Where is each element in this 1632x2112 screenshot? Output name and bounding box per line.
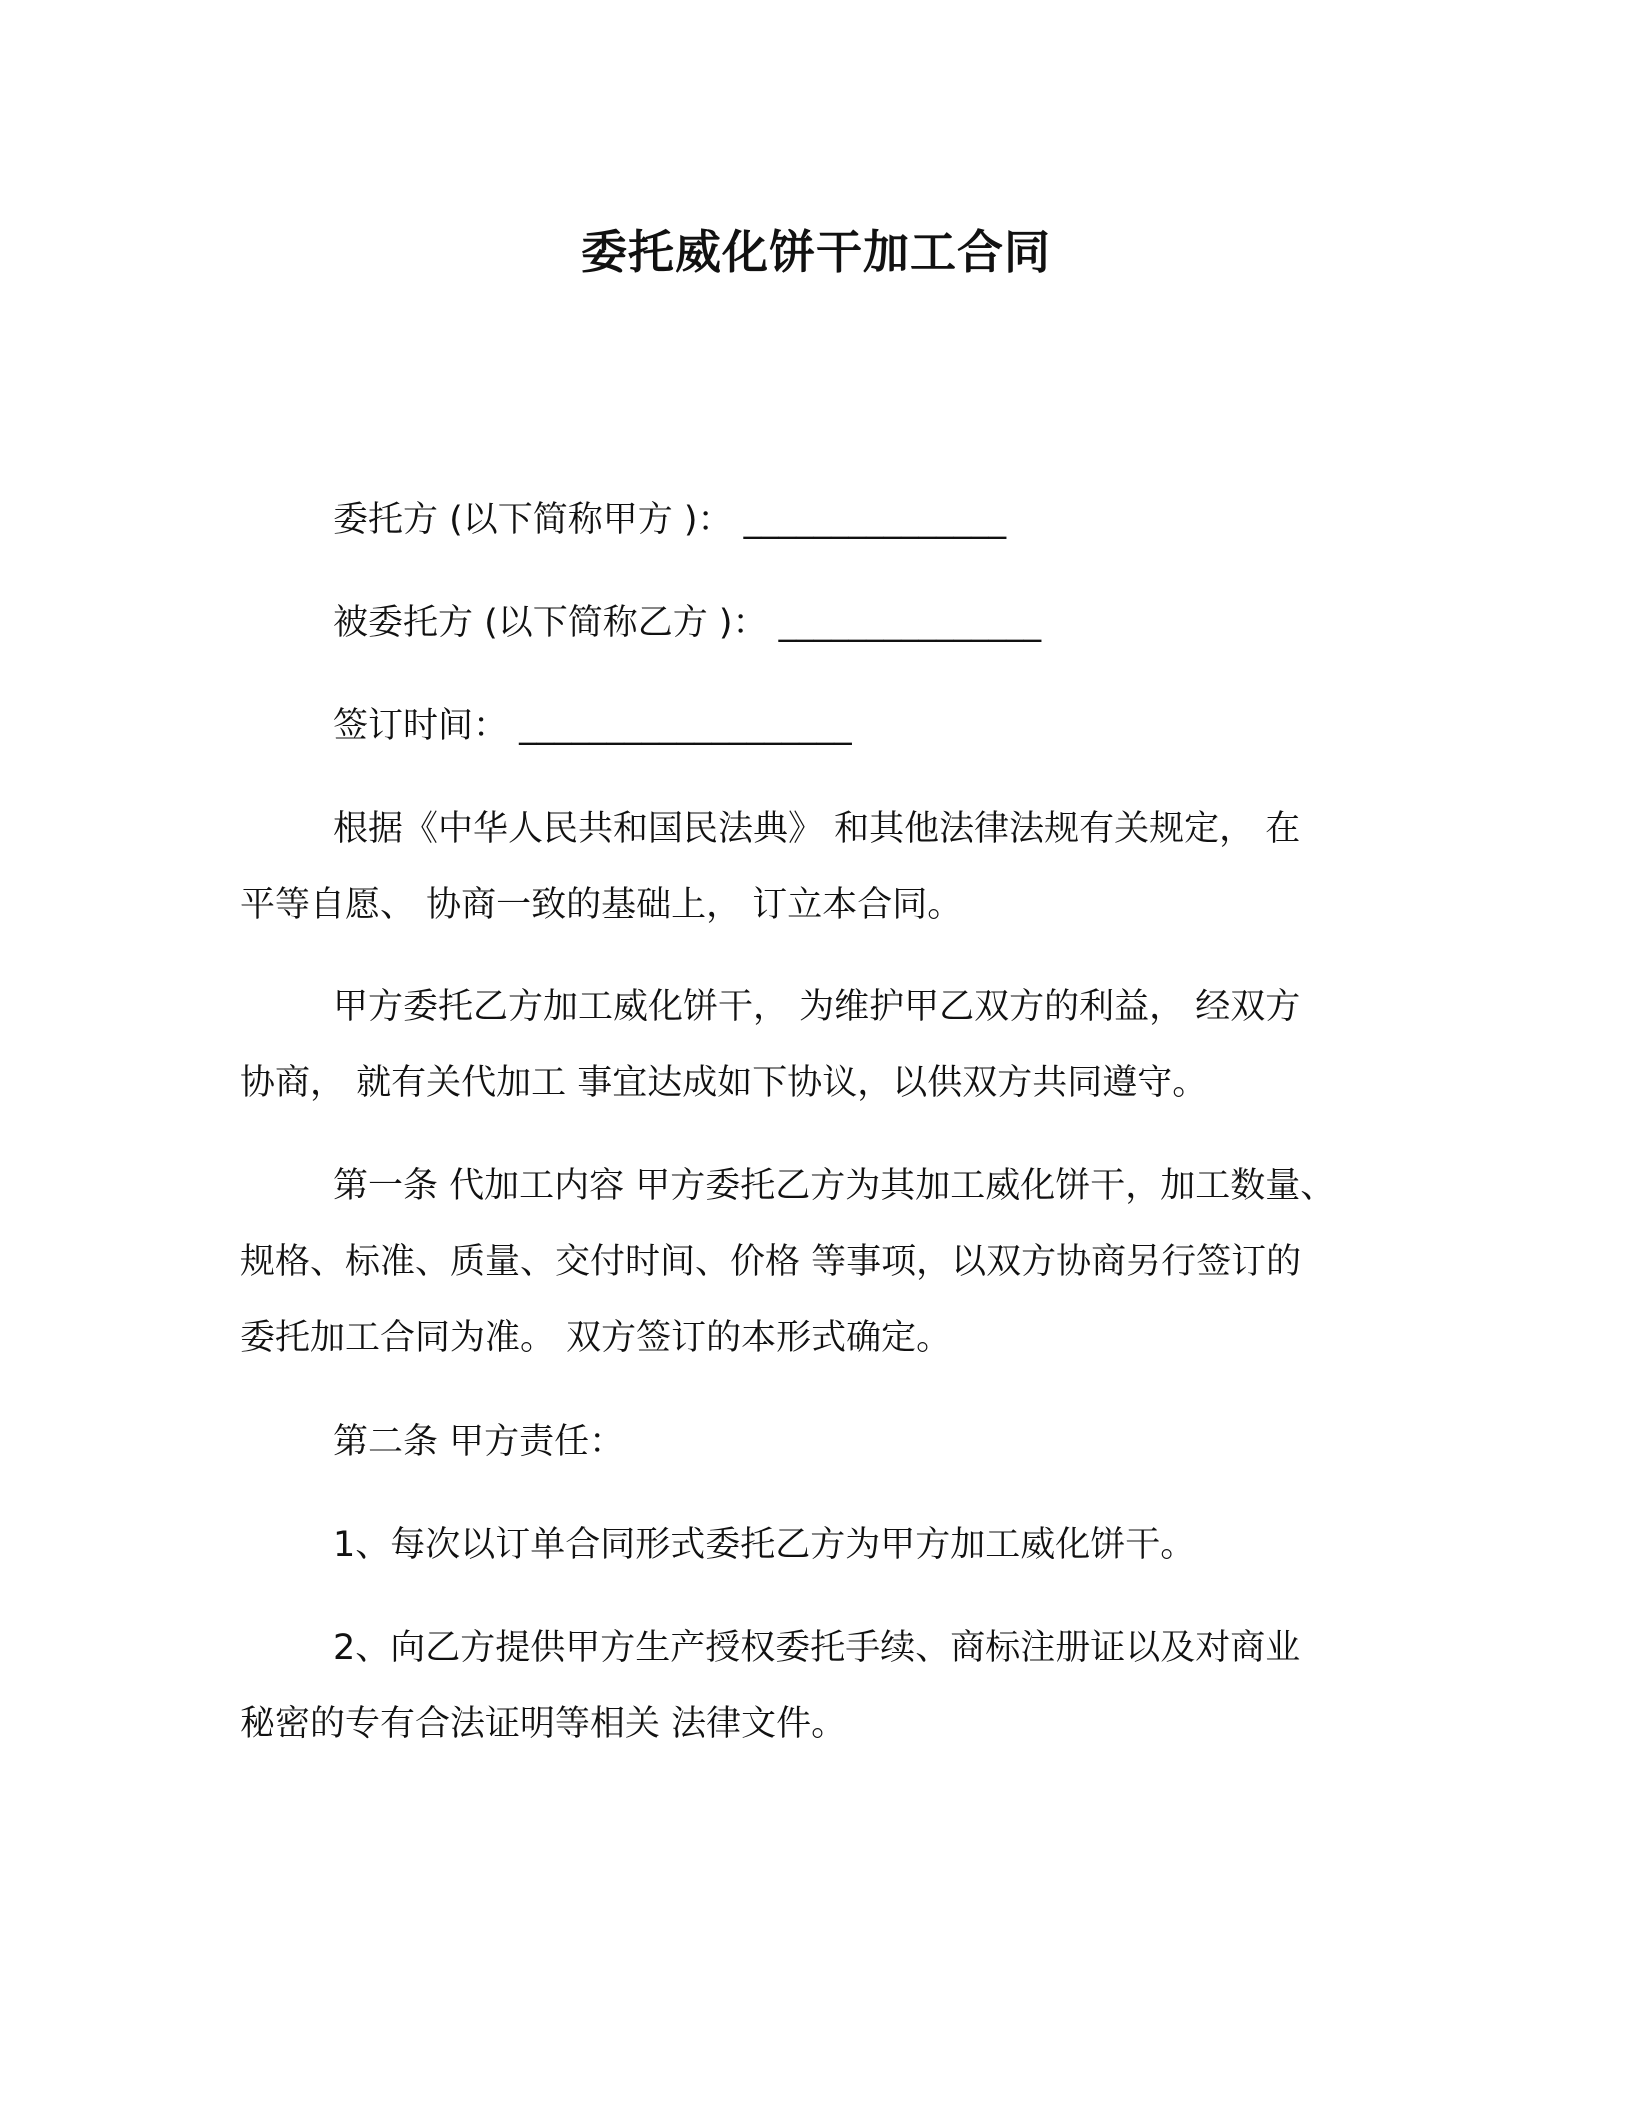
signing-date-line: 签订时间： ___________________ [333, 706, 852, 746]
preamble-line-2: 平等自愿、 协商一致的基础上， 订立本合同。 [240, 885, 963, 925]
purpose-line-2: 协商， 就有关代加工 事宜达成如下协议，以供双方共同遵守。 [240, 1063, 1208, 1103]
article-1-line-1: 第一条 代加工内容 甲方委托乙方为其加工威化饼干，加工数量、 [333, 1166, 1336, 1206]
preamble-line-1: 根据《中华人民共和国民法典》 和其他法律法规有关规定， 在 [333, 809, 1301, 849]
article-2-heading: 第二条 甲方责任： [333, 1422, 625, 1462]
article-2-item-2-line-2: 秘密的专有合法证明等相关 法律文件。 [240, 1704, 847, 1744]
purpose-line-1: 甲方委托乙方加工威化饼干， 为维护甲乙双方的利益， 经双方 [333, 987, 1301, 1027]
article-2-item-1: 1、每次以订单合同形式委托乙方为甲方加工威化饼干。 [333, 1525, 1196, 1565]
article-1-line-3: 委托加工合同为准。 双方签订的本形式确定。 [240, 1318, 952, 1358]
article-1-line-2: 规格、标准、质量、交付时间、价格 等事项，以双方协商另行签订的 [240, 1242, 1302, 1282]
article-2-item-2-line-1: 2、向乙方提供甲方生产授权委托手续、商标注册证以及对商业 [333, 1628, 1301, 1668]
document-title: 委托威化饼干加工合同 [581, 225, 1051, 279]
party-a-line: 委托方 (以下简称甲方 )： _______________ [333, 500, 1007, 540]
party-b-line: 被委托方 (以下简称乙方 )： _______________ [333, 603, 1042, 643]
